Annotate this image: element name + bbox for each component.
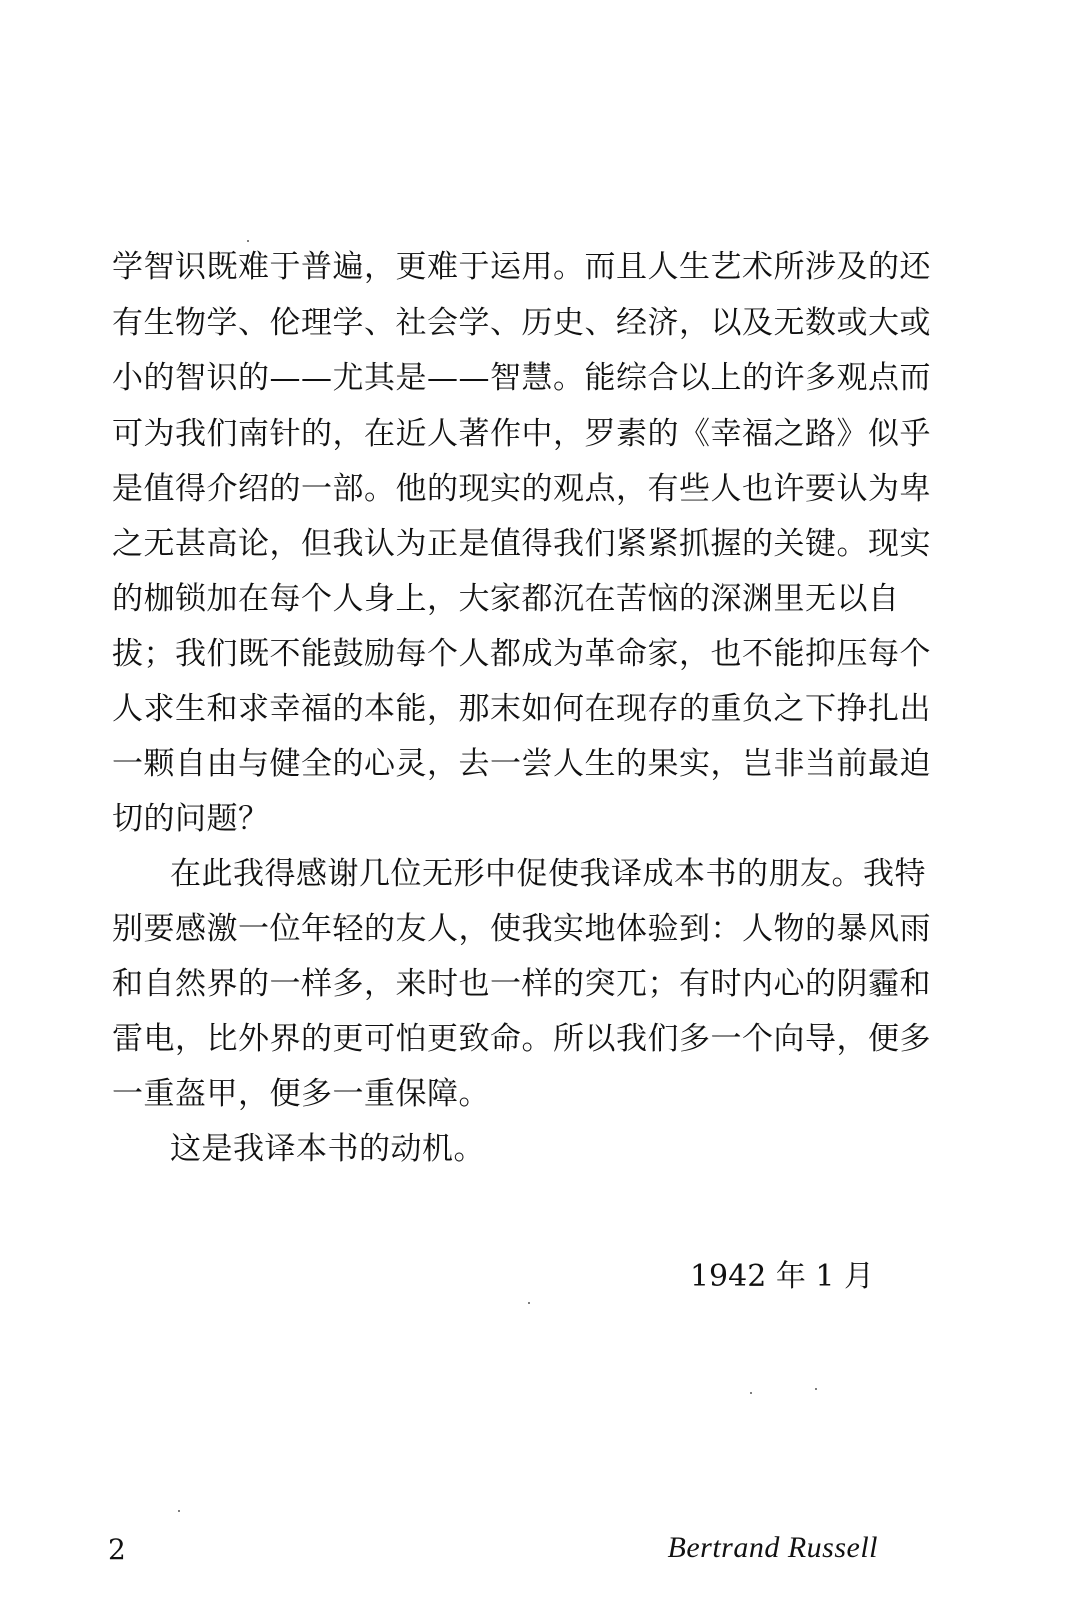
paragraph-line: 拔；我们既不能鼓励每个人都成为革命家，也不能抑压每个: [112, 636, 931, 672]
paragraph-line: 有生物学、伦理学、社会学、历史、经济，以及无数或大或: [112, 305, 931, 341]
paragraph-line: 和自然界的一样多，来时也一样的突兀；有时内心的阴霾和: [112, 966, 931, 1002]
paragraph-line: 别要感激一位年轻的友人，使我实地体验到：人物的暴风雨: [112, 911, 931, 947]
paragraph-line: 人求生和求幸福的本能，那末如何在现存的重负之下挣扎出: [112, 691, 931, 727]
paragraph-line: 学智识既难于普遍，更难于运用。而且人生艺术所涉及的还: [112, 249, 931, 285]
paragraph-line: 这是我译本书的动机。: [170, 1131, 485, 1167]
paragraph-line: 切的问题？: [112, 801, 270, 837]
date-line: 1942 年 1 月: [689, 1259, 874, 1294]
scan-speck: [815, 1388, 817, 1390]
paragraph-line: 是值得介绍的一部。他的现实的观点，有些人也许要认为卑: [112, 471, 931, 507]
scan-speck: [178, 1510, 180, 1512]
page-number: 2: [108, 1533, 126, 1566]
scan-speck: [750, 1392, 752, 1394]
running-author: Bertrand Russell: [667, 1531, 878, 1564]
paragraph-line: 雷电，比外界的更可怕更致命。所以我们多一个向导，便多: [112, 1021, 931, 1057]
paragraph-line: 之无甚高论，但我认为正是值得我们紧紧抓握的关键。现实: [112, 526, 931, 562]
paragraph-line: 在此我得感谢几位无形中促使我译成本书的朋友。我特: [170, 856, 926, 892]
scan-speck: [247, 240, 249, 242]
paragraph-line: 小的智识的——尤其是——智慧。能综合以上的许多观点而: [112, 360, 931, 396]
scan-speck: [528, 1302, 530, 1304]
paragraph-line: 一重盔甲，便多一重保障。: [112, 1076, 490, 1112]
paragraph-line: 可为我们南针的，在近人著作中，罗素的《幸福之路》似乎: [112, 416, 931, 452]
paragraph-line: 一颗自由与健全的心灵，去一尝人生的果实，岂非当前最迫: [112, 746, 931, 782]
paragraph-line: 的枷锁加在每个人身上，大家都沉在苦恼的深渊里无以自: [112, 581, 900, 617]
